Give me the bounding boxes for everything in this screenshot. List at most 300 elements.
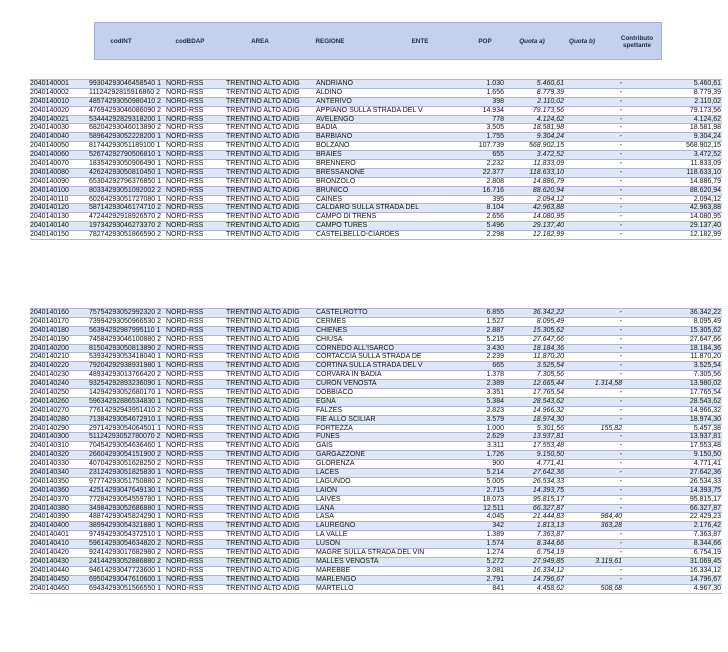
cell-ente: GLORENZA — [316, 460, 355, 468]
cell-area: NORD-RSS — [166, 380, 204, 388]
cell-area: NORD-RSS — [166, 584, 204, 592]
cell-pop: 1.030 — [486, 80, 504, 87]
cell-area: NORD-RSS — [166, 317, 204, 325]
cell-codint: 2040140021 — [30, 115, 69, 123]
cell-quota-b: 984,40 — [600, 513, 622, 521]
cell-contributo: 18.581,98 — [689, 124, 721, 132]
table-row — [30, 327, 722, 336]
cell-contributo: 18.974,30 — [689, 415, 721, 423]
cell-quota-b: - — [619, 317, 622, 325]
cell-contributo: 13.980,02 — [689, 380, 721, 388]
cell-codbdap: 71384293054672910 1 — [89, 415, 162, 423]
cell-area: NORD-RSS — [166, 335, 204, 343]
cell-quota-a: 11.870,20 — [533, 353, 564, 361]
cell-codint: 2040140300 — [30, 433, 69, 441]
cell-codint: 2040140030 — [30, 124, 69, 132]
cell-pop: 2.389 — [486, 380, 504, 388]
table-row — [30, 345, 722, 354]
cell-codint: 2040140001 — [30, 80, 69, 87]
cell-quota-b: - — [619, 495, 622, 503]
cell-area: NORD-RSS — [166, 222, 204, 230]
cell-quota-b: - — [619, 88, 622, 96]
table-row — [30, 478, 722, 487]
cell-codint: 2040140330 — [30, 460, 69, 468]
cell-regione: TRENTINO ALTO ADIG — [226, 566, 300, 574]
cell-quota-b: - — [619, 504, 622, 512]
cell-area: NORD-RSS — [166, 549, 204, 557]
table-row — [30, 213, 722, 222]
cell-pop: 5.214 — [486, 469, 504, 477]
cell-quota-a: 14.796,67 — [532, 575, 564, 583]
cell-quota-a: 7.363,87 — [536, 531, 564, 539]
cell-contributo: 26.534,33 — [689, 477, 721, 485]
cell-codint: 2040140450 — [30, 575, 69, 583]
cell-regione: TRENTINO ALTO ADIG — [226, 531, 300, 539]
table-row — [30, 496, 722, 505]
cell-codbdap: 69434293051566550 1 — [89, 584, 162, 592]
cell-quota-a: 14.966,32 — [532, 406, 564, 414]
cell-codint: 2040140240 — [30, 380, 69, 388]
cell-regione: TRENTINO ALTO ADIG — [226, 486, 300, 494]
table-row — [30, 558, 722, 567]
cell-area: NORD-RSS — [166, 397, 204, 405]
cell-pop: 3.579 — [486, 415, 504, 423]
cell-contributo: 29.137,40 — [689, 222, 721, 230]
cell-contributo: 14.966,32 — [689, 406, 721, 414]
cell-codbdap: 70454293054636460 1 — [89, 442, 162, 450]
cell-regione: TRENTINO ALTO ADIG — [226, 557, 300, 565]
cell-codbdap: 47694293046086090 2 — [89, 106, 162, 114]
cell-quota-a: 5.301,56 — [536, 424, 564, 432]
cell-contributo: 568.902,15 — [685, 142, 721, 150]
cell-quota-b: - — [619, 486, 622, 494]
cell-regione: TRENTINO ALTO ADIG — [226, 477, 300, 485]
cell-codbdap: 65304292796376850 1 — [89, 177, 162, 185]
col-header-codint: codINT — [110, 38, 132, 46]
cell-pop: 3.311 — [487, 442, 504, 450]
cell-ente: CORNEDO ALL'ISARCO — [316, 344, 394, 352]
cell-contributo: 5.457,38 — [693, 424, 721, 432]
cell-codbdap: 24144293052886880 2 — [89, 557, 162, 565]
table-row — [30, 469, 722, 478]
cell-quota-b: - — [619, 362, 622, 370]
cell-quota-a: 18.184,36 — [532, 344, 564, 352]
cell-quota-a: 8.095,49 — [536, 317, 564, 325]
cell-quota-b: - — [619, 213, 622, 221]
cell-codbdap: 26604293054151900 2 — [89, 451, 162, 459]
cell-pop: 2.791 — [486, 575, 504, 583]
cell-codint: 2040140190 — [30, 335, 69, 343]
cell-codint: 2040140210 — [30, 353, 69, 361]
cell-area: NORD-RSS — [166, 504, 204, 512]
cell-regione: TRENTINO ALTO ADIG — [226, 362, 300, 370]
cell-quota-b: - — [619, 106, 622, 114]
cell-quota-a: 27.647,66 — [532, 335, 564, 343]
table-row — [30, 196, 722, 205]
cell-ente: LANA — [316, 504, 335, 512]
table-row — [30, 505, 722, 514]
cell-codint: 2040140200 — [30, 344, 69, 352]
cell-regione: TRENTINO ALTO ADIG — [226, 504, 300, 512]
cell-quota-a: 26.534,33 — [532, 477, 564, 485]
cell-pop: 6.855 — [486, 309, 504, 316]
cell-regione: TRENTINO ALTO ADIG — [226, 231, 300, 239]
cell-regione: TRENTINO ALTO ADIG — [226, 424, 300, 432]
cell-pop: 2.823 — [486, 406, 504, 414]
cell-regione: TRENTINO ALTO ADIG — [226, 309, 300, 316]
cell-ente: FIÈ ALLO SCILIAR — [316, 415, 376, 423]
cell-ente: MARLENGO — [316, 575, 357, 583]
cell-area: NORD-RSS — [166, 540, 204, 548]
cell-ente: LACES — [316, 469, 339, 477]
cell-contributo: 66.327,87 — [689, 504, 721, 512]
cell-quota-b: 508,68 — [600, 584, 622, 592]
cell-contributo: 36.342,22 — [689, 309, 721, 316]
cell-codint: 2040140290 — [30, 424, 69, 432]
cell-codbdap: 77614292943951410 2 — [89, 406, 162, 414]
cell-codbdap: 59614293054634820 2 — [89, 540, 162, 548]
cell-codbdap: 42514293047649130 1 — [89, 486, 162, 494]
cell-ente: CORTINA SULLA STRADA DEL V — [316, 362, 423, 370]
cell-quota-b: - — [619, 477, 622, 485]
cell-area: NORD-RSS — [166, 486, 204, 494]
cell-codint: 2040140260 — [30, 397, 69, 405]
cell-regione: TRENTINO ALTO ADIG — [226, 584, 300, 592]
cell-quota-a: 4.124,62 — [536, 115, 564, 123]
cell-contributo: 11.833,09 — [690, 160, 721, 168]
cell-ente: BOLZANO — [316, 142, 350, 150]
cell-regione: TRENTINO ALTO ADIG — [226, 513, 300, 521]
cell-codint: 2040140160 — [30, 309, 69, 316]
cell-area: NORD-RSS — [166, 575, 204, 583]
cell-ente: LASA — [316, 513, 334, 521]
cell-contributo: 4.967,30 — [693, 584, 721, 592]
table-row — [30, 425, 722, 434]
cell-quota-a: 2.110,02 — [537, 97, 564, 105]
cell-quota-a: 8.344,66 — [536, 540, 564, 548]
table-row — [30, 107, 722, 116]
cell-ente: CAMPO DI TRENS — [316, 213, 377, 221]
cell-codint: 2040140130 — [30, 213, 69, 221]
cell-ente: MAREBBE — [316, 566, 351, 574]
cell-codbdap: 81504293050813890 2 — [89, 344, 162, 352]
cell-regione: TRENTINO ALTO ADIG — [226, 88, 300, 96]
cell-quota-a: 36.342,22 — [532, 309, 564, 316]
cell-area: NORD-RSS — [166, 362, 204, 370]
cell-codbdap: 77284293054559780 1 — [89, 495, 162, 503]
table-row — [30, 336, 722, 345]
cell-pop: 1.726 — [486, 451, 504, 459]
cell-contributo: 31.069,45 — [689, 557, 721, 565]
cell-ente: BRUNICO — [316, 186, 349, 194]
table-row — [30, 389, 722, 398]
cell-codbdap: 58714293046174710 2 — [89, 204, 162, 212]
cell-quota-b: - — [619, 97, 622, 105]
cell-quota-b: - — [619, 142, 622, 150]
cell-codbdap: 48574293050980410 2 — [89, 97, 162, 105]
cell-contributo: 9.304,24 — [693, 133, 721, 141]
col-header-regione: REGIONE — [315, 38, 345, 46]
cell-quota-a: 7.305,56 — [536, 371, 564, 379]
table-row — [30, 398, 722, 407]
cell-codbdap: 68204293046013890 2 — [89, 124, 162, 132]
cell-quota-b: - — [619, 326, 622, 334]
cell-codbdap: 79204292938931980 1 — [89, 362, 162, 370]
cell-codbdap: 40704293051628250 2 — [89, 460, 162, 468]
cell-pop: 2.887 — [486, 326, 504, 334]
cell-quota-a: 568.902,15 — [528, 142, 564, 150]
cell-pop: 1.755 — [486, 133, 504, 141]
cell-codint: 2040140050 — [30, 142, 69, 150]
cell-quota-a: 27.949,85 — [532, 557, 564, 565]
cell-ente: BRESSANONE — [316, 168, 365, 176]
table-row — [30, 160, 722, 169]
cell-contributo: 3.472,52 — [693, 151, 721, 159]
cell-ente: ANDRIANO — [316, 80, 353, 87]
cell-area: NORD-RSS — [166, 415, 204, 423]
cell-ente: LAION — [316, 486, 338, 494]
cell-regione: TRENTINO ALTO ADIG — [226, 326, 300, 334]
cell-quota-b: - — [619, 115, 622, 123]
cell-regione: TRENTINO ALTO ADIG — [226, 106, 300, 114]
cell-quota-b: - — [619, 397, 622, 405]
cell-quota-b: - — [619, 168, 622, 176]
cell-regione: TRENTINO ALTO ADIG — [226, 317, 300, 325]
cell-quota-a: 118.633,10 — [529, 168, 564, 176]
cell-ente: BRONZOLO — [316, 177, 356, 185]
cell-quota-b: - — [619, 222, 622, 230]
table-row — [30, 540, 722, 549]
cell-pop: 5.272 — [486, 557, 504, 565]
cell-quota-b: - — [619, 540, 622, 548]
cell-ente: CALDARO SULLA STRADA DEL — [316, 204, 420, 212]
cell-codint: 2040140440 — [30, 566, 69, 574]
cell-contributo: 7.363,87 — [693, 531, 721, 539]
cell-codint: 2040140390 — [30, 513, 69, 521]
cell-contributo: 27.642,36 — [689, 469, 721, 477]
col-header-contributo: Contributo spettante — [620, 34, 654, 49]
cell-pop: 3.505 — [486, 124, 504, 132]
cell-quota-b: - — [619, 415, 622, 423]
cell-codbdap: 97774293051750880 2 — [89, 477, 162, 485]
cell-contributo: 16.334,12 — [689, 566, 721, 574]
table-row — [30, 451, 722, 460]
cell-regione: TRENTINO ALTO ADIG — [226, 451, 300, 459]
cell-quota-b: - — [619, 344, 622, 352]
table-row — [30, 318, 722, 327]
cell-ente: APPIANO SULLA STRADA DEL V — [316, 106, 423, 114]
cell-quota-b: - — [619, 389, 622, 397]
cell-contributo: 4.771,41 — [693, 460, 721, 468]
cell-pop: 1.000 — [486, 424, 504, 432]
cell-quota-b: - — [619, 531, 622, 539]
cell-codbdap: 18354293050906490 1 — [89, 160, 162, 168]
cell-quota-b: - — [619, 460, 622, 468]
cell-quota-a: 27.642,36 — [532, 469, 564, 477]
cell-regione: TRENTINO ALTO ADIG — [226, 469, 300, 477]
cell-quota-a: 6.754,19 — [536, 549, 564, 557]
cell-codbdap: 78274293051866590 2 — [89, 231, 162, 239]
cell-regione: TRENTINO ALTO ADIG — [226, 397, 300, 405]
cell-contributo: 14.080,95 — [689, 213, 721, 221]
cell-codint: 2040140060 — [30, 151, 69, 159]
cell-codbdap: 48934293013766420 2 — [89, 371, 162, 379]
cell-quota-a: 21.444,83 — [532, 513, 564, 521]
cell-ente: DOBBIACO — [316, 389, 353, 397]
cell-area: NORD-RSS — [166, 142, 204, 150]
cell-area: NORD-RSS — [166, 469, 204, 477]
cell-regione: TRENTINO ALTO ADIG — [226, 168, 300, 176]
table-row — [30, 576, 722, 585]
cell-regione: TRENTINO ALTO ADIG — [226, 460, 300, 468]
cell-codbdap: 80334293051092002 2 — [89, 186, 162, 194]
cell-quota-b: - — [619, 204, 622, 212]
cell-codint: 2040140380 — [30, 504, 69, 512]
cell-pop: 1.389 — [486, 531, 504, 539]
cell-codbdap: 48874293045824290 1 — [89, 513, 162, 521]
cell-pop: 107.739 — [478, 142, 504, 150]
table-row — [30, 380, 722, 389]
cell-area: NORD-RSS — [166, 495, 204, 503]
cell-ente: CORVARA IN BADIA — [316, 371, 382, 379]
cell-codbdap: 56394292987995110 1 — [89, 326, 161, 334]
cell-codint: 2040140340 — [30, 469, 69, 477]
cell-quota-b: - — [619, 195, 622, 203]
cell-ente: CAINES — [316, 195, 343, 203]
cell-pop: 3.351 — [486, 389, 504, 397]
cell-quota-b: - — [619, 186, 622, 194]
cell-pop: 2.239 — [486, 353, 504, 361]
cell-pop: 18.073 — [482, 495, 504, 503]
cell-regione: TRENTINO ALTO ADIG — [226, 204, 300, 212]
cell-area: NORD-RSS — [166, 168, 204, 176]
table-row — [30, 487, 722, 496]
table-row — [30, 133, 722, 142]
cell-codbdap: 75754293052992320 2 — [89, 309, 162, 316]
cell-quota-b: - — [619, 151, 622, 159]
cell-quota-a: 18.974,30 — [532, 415, 564, 423]
cell-regione: TRENTINO ALTO ADIG — [226, 151, 300, 159]
table-row — [30, 98, 722, 107]
cell-contributo: 22.429,23 — [689, 513, 721, 521]
cell-codint: 2040140150 — [30, 231, 69, 239]
cell-regione: TRENTINO ALTO ADIG — [226, 495, 300, 503]
cell-area: NORD-RSS — [166, 80, 204, 87]
cell-ente: MAGRÈ SULLA STRADA DEL VIN — [316, 549, 425, 557]
cell-quota-b: - — [619, 433, 622, 441]
cell-quota-b: - — [619, 575, 622, 583]
cell-quota-b: 363,28 — [600, 522, 622, 530]
cell-contributo: 7.305,56 — [693, 371, 721, 379]
col-header-area: AREA — [251, 38, 269, 46]
table-row — [30, 522, 722, 531]
cell-quota-a: 14.080,95 — [532, 213, 564, 221]
cell-pop: 655 — [492, 151, 504, 159]
cell-area: NORD-RSS — [166, 106, 204, 114]
cell-quota-a: 2.094,12 — [536, 195, 564, 203]
cell-codint: 2040140180 — [30, 326, 69, 334]
cell-quota-b: - — [619, 124, 622, 132]
cell-ente: CASTELBELLO-CIARDES — [316, 231, 400, 239]
table-row — [30, 460, 722, 469]
cell-area: NORD-RSS — [166, 213, 204, 221]
cell-ente: BADIA — [316, 124, 338, 132]
cell-quota-a: 79.173,56 — [532, 106, 564, 114]
cell-pop: 2.715 — [486, 486, 504, 494]
cell-codbdap: 94614293047723600 1 — [89, 566, 162, 574]
cell-regione: TRENTINO ALTO ADIG — [226, 97, 300, 105]
cell-quota-a: 28.543,62 — [532, 397, 564, 405]
cell-pop: 398 — [492, 97, 504, 105]
cell-regione: TRENTINO ALTO ADIG — [226, 433, 300, 441]
cell-area: NORD-RSS — [166, 326, 204, 334]
cell-pop: 3.081 — [486, 566, 504, 574]
table-row — [30, 513, 722, 522]
cell-ente: AVELENGO — [316, 115, 354, 123]
cell-regione: TRENTINO ALTO ADIG — [226, 549, 300, 557]
table-row — [30, 567, 722, 576]
cell-contributo: 28.543,62 — [689, 397, 721, 405]
cell-area: NORD-RSS — [166, 88, 204, 96]
cell-quota-a: 18.581,98 — [532, 124, 564, 132]
cell-pop: 1.527 — [486, 317, 504, 325]
cell-contributo: 2.094,12 — [693, 195, 721, 203]
table-row — [30, 442, 722, 451]
table-row — [30, 309, 722, 318]
cell-area: NORD-RSS — [166, 97, 204, 105]
cell-area: NORD-RSS — [166, 522, 204, 530]
cell-contributo: 8.779,39 — [693, 88, 721, 96]
cell-ente: CASTELROTTO — [316, 309, 368, 316]
cell-quota-a: 9.150,50 — [536, 451, 564, 459]
table-row — [30, 116, 722, 125]
cell-pop: 2.808 — [486, 177, 504, 185]
cell-area: NORD-RSS — [166, 531, 204, 539]
cell-area: NORD-RSS — [166, 186, 204, 194]
cell-codbdap: 53444292829318200 1 — [89, 115, 162, 123]
cell-contributo: 4.124,62 — [693, 115, 721, 123]
cell-codbdap: 81744293051189100 1 — [89, 142, 161, 150]
cell-regione: TRENTINO ALTO ADIG — [226, 442, 300, 450]
col-header-pop: POP — [478, 38, 492, 46]
cell-ente: CURON VENOSTA — [316, 380, 377, 388]
table-row — [30, 585, 722, 594]
cell-regione: TRENTINO ALTO ADIG — [226, 344, 300, 352]
cell-contributo: 9.150,50 — [693, 451, 721, 459]
cell-quota-a: 13.937,81 — [532, 433, 564, 441]
cell-quota-a: 5.460,61 — [536, 80, 564, 87]
cell-ente: LAIVES — [316, 495, 341, 503]
cell-codint: 2040140220 — [30, 362, 69, 370]
cell-pop: 665 — [492, 362, 504, 370]
cell-quota-b: - — [619, 353, 622, 361]
table-row — [30, 80, 722, 89]
cell-regione: TRENTINO ALTO ADIG — [226, 335, 300, 343]
cell-ente: MARTELLO — [316, 584, 354, 592]
cell-codbdap: 14294293052680170 1 — [89, 389, 162, 397]
cell-regione: TRENTINO ALTO ADIG — [226, 115, 300, 123]
cell-pop: 4.045 — [486, 513, 504, 521]
cell-quota-a: 9.304,24 — [536, 133, 564, 141]
table-row — [30, 416, 722, 425]
cell-pop: 342 — [492, 522, 504, 530]
cell-quota-b: - — [619, 177, 622, 185]
cell-ente: BRAIES — [316, 151, 342, 159]
cell-codbdap: 42624293050810450 1 — [89, 168, 162, 176]
cell-codbdap: 34984293052686880 1 — [89, 504, 162, 512]
cell-area: NORD-RSS — [166, 566, 204, 574]
cell-codint: 2040140320 — [30, 451, 69, 459]
